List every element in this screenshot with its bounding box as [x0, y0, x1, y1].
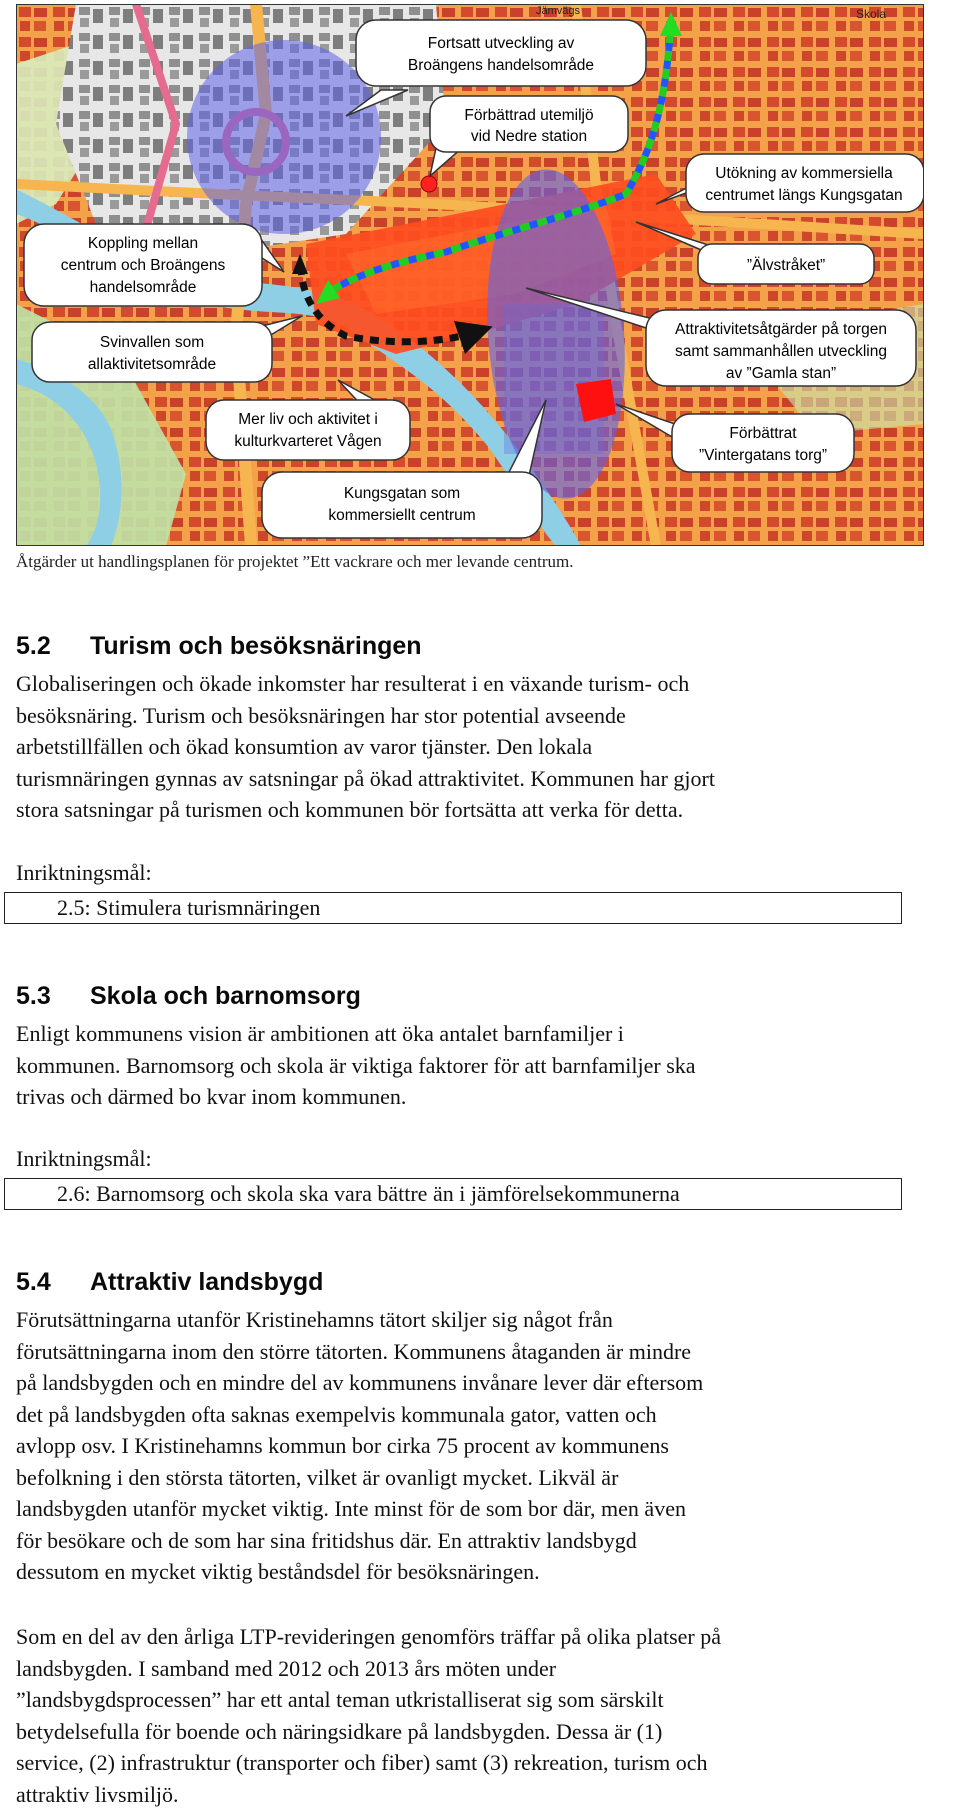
text-line: kommunen. Barnomsorg och skola är viktiga faktorer för att barnfamiljer ska [16, 1052, 696, 1078]
svg-text:Attraktivitetsåtgärder på torg: Attraktivitetsåtgärder på torgen [675, 321, 887, 338]
text-line: Som en del av den årliga LTP-revideringen genomförs träffar på olika platser på [16, 1624, 721, 1649]
svg-text:kommersiellt centrum: kommersiellt centrum [328, 507, 476, 524]
section-5-4-body [16, 1304, 936, 1588]
callout-koppling [24, 224, 284, 306]
text-line: det på landsbygden ofta saknas exempelvis kommunala gator, vatten och [16, 1401, 657, 1427]
section-5-4-body-2 [16, 1621, 936, 1810]
svg-text:handelsområde: handelsområde [89, 279, 197, 296]
street-label-skola: Skola [856, 7, 887, 21]
text-line: på landsbygden och en mindre del av kommunens invånare lever där eftersom [16, 1370, 704, 1395]
text-line: turismnäringen gynnas av satsningar på ökad attraktivitet. Kommunen har gjort [16, 765, 715, 791]
text-line: dessutom en mycket viktig beståndsdel för besöksnäringen. [16, 1559, 540, 1584]
text-line: trivas och därmed bo kvar inom kommunen. [16, 1084, 407, 1109]
goal-box: 2.6: Barnomsorg och skola ska vara bättre än i jämförelsekommunerna [4, 1178, 902, 1210]
section-number: 5.2 [16, 632, 51, 660]
svg-text:Svinvallen som: Svinvallen som [99, 334, 205, 351]
text-line: stora satsningar på turismen och kommunen bör fortsätta att verka för detta. [16, 797, 684, 822]
text-line: besöksnäring. Turism och besöksnäringen har stor potential avseende [16, 702, 626, 728]
text-line: landsbygden utanför mycket viktig. Inte minst för de som bor där, men även [16, 1496, 686, 1521]
text-line: befolkning i den största tätorten, vilket är ovanligt mycket. Likväl är [16, 1464, 619, 1490]
svg-text:centrumet längs Kungsgatan: centrumet längs Kungsgatan [705, 187, 903, 204]
text-line: arbetstillfällen och ökad konsumtion av varor tjänster. Den lokala [16, 734, 593, 759]
svg-text:Mer liv och aktivitet i: Mer liv och aktivitet i [238, 411, 378, 428]
section-5-2-body [16, 668, 936, 826]
text-line: avlopp osv. I Kristinehamns kommun bor cirka 75 procent av kommunens [16, 1433, 669, 1458]
section-5-3-heading [16, 982, 361, 1011]
section-title: Attraktiv landsbygd [90, 1268, 324, 1296]
svg-text:kulturkvarteret Vågen: kulturkvarteret Vågen [234, 433, 382, 450]
text-line: Förutsättningarna utanför Kristinehamns tätort skiljer sig något från [16, 1307, 613, 1332]
svg-text:”Vintergatans torg”: ”Vintergatans torg” [698, 447, 828, 464]
text-line: för besökare och de som har sina fritidshus där. En attraktiv landsbygd [16, 1527, 637, 1553]
section-title: Turism och besöksnäringen [90, 632, 422, 660]
svg-text:Fortsatt utveckling av: Fortsatt utveckling av [427, 35, 575, 52]
callout-utokning [656, 154, 924, 212]
section-5-2-heading [16, 632, 422, 661]
text-line: landsbygden. I samband med 2012 och 2013 års möten under [16, 1655, 557, 1681]
text-line: ”landsbygdsprocessen” har ett antal teman utkristalliserat sig som särskilt [16, 1687, 664, 1712]
svg-text:Förbättrat: Förbättrat [729, 425, 797, 442]
text-line: betydelsefulla för boende och näringsidkare på landsbygden. Dessa är (1) [16, 1718, 663, 1744]
text-line: Enligt kommunens vision är ambitionen att öka antalet barnfamiljer i [16, 1021, 624, 1046]
svg-text:centrum och Broängens: centrum och Broängens [60, 257, 226, 274]
svg-text:samt sammanhållen utveckling: samt sammanhållen utveckling [675, 343, 887, 360]
section-number: 5.3 [16, 982, 51, 1010]
section-5-4-heading [16, 1268, 323, 1297]
goal-box: 2.5: Stimulera turismnäringen [4, 892, 902, 924]
callout-svinvallen [32, 316, 302, 382]
svg-text:Koppling mellan: Koppling mellan [87, 235, 199, 252]
map-caption: Åtgärder ut handlingsplanen för projektet ”Ett vackrare och mer levande centrum. [16, 552, 574, 571]
text-line: attraktiv livsmiljö. [16, 1781, 179, 1807]
section-number: 5.4 [16, 1268, 51, 1296]
text-line: Globaliseringen och ökade inkomster har resulterat i en växande turism- och [16, 671, 690, 696]
svg-text:av ”Gamla stan”: av ”Gamla stan” [725, 365, 837, 382]
city-center-map [16, 4, 924, 546]
section-title: Skola och barnomsorg [90, 982, 361, 1010]
goal-label: Inriktningsmål: [16, 1146, 152, 1171]
text-line: service, (2) infrastruktur (transporter och fiber) samt (3) rekreation, turism och [16, 1750, 708, 1775]
section-5-3-body [16, 1018, 936, 1113]
street-label-jarnvags: Jämvägs [536, 5, 581, 17]
text-line: förutsättningarna inom den större tätorten. Kommunens åtaganden är mindre [16, 1338, 692, 1364]
svg-text:vid Nedre station: vid Nedre station [470, 128, 588, 145]
svg-text:Utökning av kommersiella: Utökning av kommersiella [715, 165, 893, 182]
goal-label: Inriktningsmål: [16, 860, 152, 885]
svg-text:allaktivitetsområde: allaktivitetsområde [87, 356, 217, 373]
svg-text:”Älvstråket”: ”Älvstråket” [746, 257, 826, 274]
svg-text:Kungsgatan som: Kungsgatan som [343, 485, 461, 502]
svg-text:Förbättrad utemiljö: Förbättrad utemiljö [464, 107, 594, 124]
svg-text:Broängens handelsområde: Broängens handelsområde [407, 57, 595, 74]
